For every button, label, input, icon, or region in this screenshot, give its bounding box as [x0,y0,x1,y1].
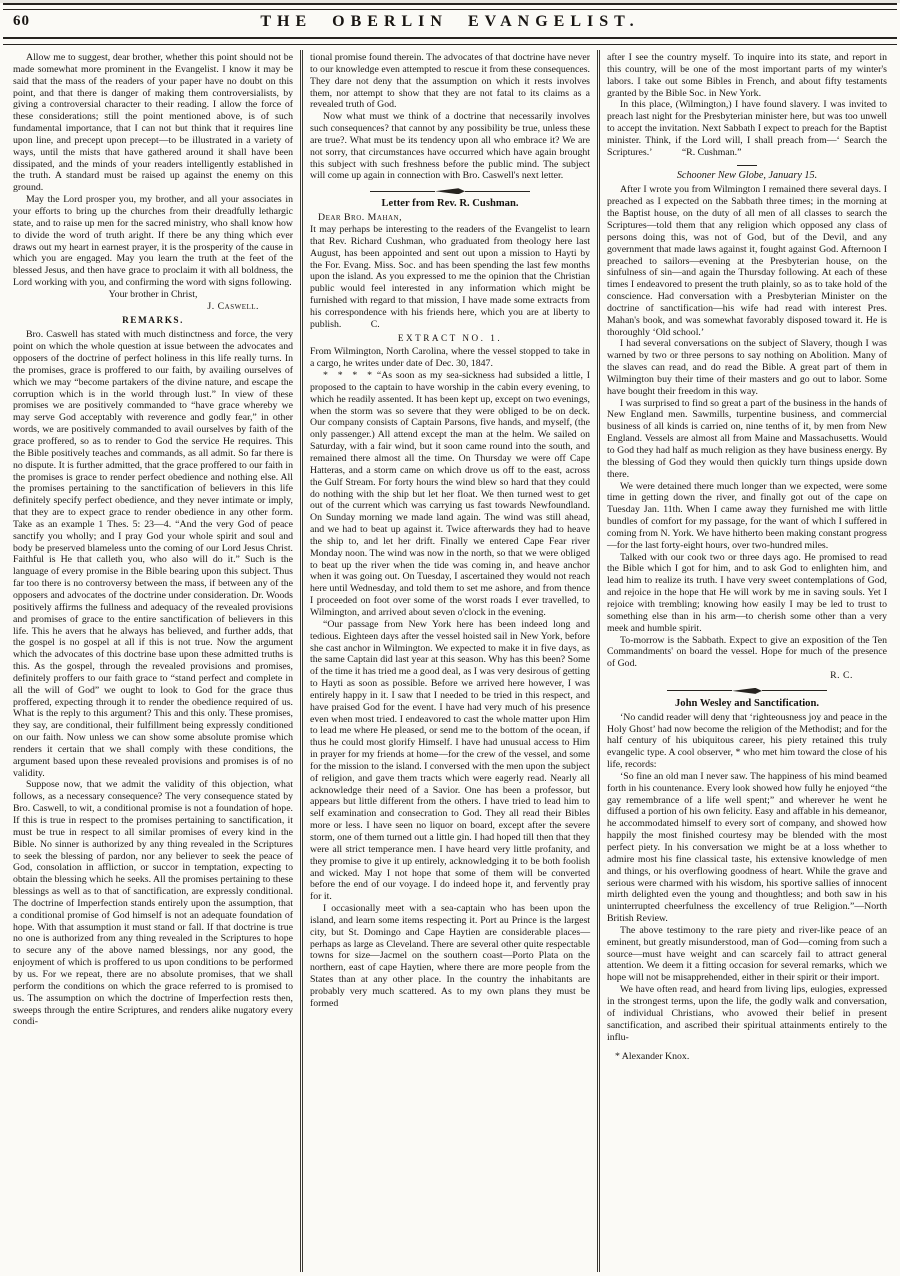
article-paragraph: I had several conversations on the subject of Slavery, though I was warned by two or three persons to say nothing on Abolition. Many of the slaves can read, and do read the Bible. A great part of them in Wilmington buy their time of their masters and go out to labor. Some have bought their freedom in this way. [607,338,887,397]
article-paragraph: In this place, (Wilmington,) I have found slavery. I was invited to preach last night for the Presbyterian minister here, but was too unwell to accept the invitation. Next Sabbath I expect to preach for the Baptist minister. Think, if the Lord will, I shall preach from—‘ Search the Scriptures.’ “R. Cushman.” [607,99,887,158]
schooner-dateline-heading: Schooner New Globe, January 15. [676,169,818,181]
article-paragraph: ‘So fine an old man I never saw. The happiness of his mind beamed forth in his countenance. Every look showed how fully he enjoyed “the gay remembrance of a life well spent;” and wherever he went he diffused a portion of his own felicity. Easy and affable in his demeanor, he accommodated himself to every sort of company, and showed how happily the most finished courtesy may be blended with the most perfect piety. In his conversation we might be at a loss whether to admire most his fine classical taste, his extensive knowledge of men and things, or his overflowing goodness of heart. While the grave and serious were charmed with his wisdom, his sportive sallies of innocent mirth delighted even the young and thoughtless; and both saw in his uninterrupted cheerfulness the excellency of true Religion.”—North British Review. [607,770,887,925]
column-right [597,50,894,1272]
article-paragraph: I was surprised to find so great a part of the business in the hands of New England men. Sawmills, turpentine business, and commercial business of all kinds is carried on, nine tenths of it, by men from New England. Vessels are almost all from Maine and Massachusetts. Would to God they had half as much religion as they have business energy. By the blessing of God they would then quickly turn things upside down there. [607,397,887,480]
article-paragraph: Now what must we think of a doctrine that necessarily involves such consequences? that cannot by any possibility be true, unless these are true?. What must be its tendency upon all who embrace it? We are not sorry, that circumstances have occurred which have again brought this subject with such freshness before the public mind. The subject will come up again in connection with Bro. Caswell's next letter. [310,111,590,182]
column-layout [0,45,900,1274]
remarks-heading: REMARKS. [122,315,184,326]
article-paragraph: After I wrote you from Wilmington I remained there several days. I preached as I expected on the Sabbath three times; in the morning at the Baptist house, on the duty of all men of all classes to search the Scriptures—told them that any religion which opposed any class of persons doing this, was not of God, but of the Devil, and any government that made laws against it, fought against God. Afternoon I preached to sailors—evening at the Presbyterian house, on the sinfulness of sin—and again the Thursday following. At each of these times I endeavored to present the truth plainly, so as to take hold of the conscience. Had conversation with a Presbyterian Minister on the doctrine of sanctification—his wife had read with interest Pres. Mahan's book, and was somewhat favorably disposed toward it. He is thoroughly ‘Old school.’ [607,184,887,338]
section-divider [667,688,827,694]
article-paragraph: May the Lord prosper you, my brother, and all your associates in your efforts to bring up the churches from their dreadfully lethargic state, and to raise up men for the sacred ministry, who shall know how to divide the word of truth aright. If there be any thing which ever draws out my heart in earnest prayer, it is the prosperity of the cause in which you are engaged. May you learn the truth at the feet of the blessed Jesus, and then have grace to proclaim it with all boldness, the Lord working with you, and confirming the word with signs following. [13,194,293,289]
masthead-bottom-rule [3,37,897,45]
wesley-article-heading: John Wesley and Sanctification. [674,697,820,709]
column-left [6,50,300,1272]
article-paragraph-continued: tional promise found therein. The advocates of that doctrine have never to our knowledge even attempted to rescue it from these consequences. They dare not deny that the assumption on which it rests involves them, nor attempt to show that they are not fatal to its claims as a revealed truth of God. [310,52,590,111]
column-middle [300,50,597,1272]
article-paragraph: The above testimony to the rare piety and river-like peace of an eminent, but greatly misunderstood, man of God—coming from such a source—must have weight and can scarcely fail to attract general attention. We deem it a fitting occasion for several remarks, which we hope will not be misapprehended, either in their spirit or their import. [607,924,887,984]
letter-signature: R. C. [830,670,853,682]
divider-ornament-icon [732,688,762,694]
letter-heading: Letter from Rev. R. Cushman. [381,198,519,210]
dash-divider [737,165,757,166]
article-paragraph: Suppose now, that we admit the validity of this objection, what follows, as a necessary consequence? The very consequence stated by Bro. Caswell, to wit, a conditional promise is not a foundation of hope. If this is true in respect to the promises pertaining to sanctification, it must be true in respect to all similar promises of every kind in the Bible. No sinner is authorized by any thing revealed in the Scriptures to seek the blessing of pardon, nor any believer to seek the peace of God, consolation in affliction, or succor in temptation, expecting to obtain the blessing which he seeks. All the promises pertaining to these blessings as well as to that of sanctification, are expressly conditional. The doctrine of Imperfection stands entirely upon the assumption, that a conditional promise of God himself is not an adequate foundation of hope. With that assumption it must stand or fall. If that doctrine is true no one is authorized from any thing revealed in the Scriptures to hope to secure any of the above named blessings, nor any good, the enjoyment of which is proffered to us upon conditions to be performed by us. For we repeat, there are no absolute promises, that we shall perform the conditions on which the grace referred to is promised to us. The assumption on which the doctrine of Imperfection rests then, sweeps through the entire Scriptures, and renders alike nugatory every condi- [13,779,293,1028]
extract-heading: EXTRACT NO. 1. [397,332,503,343]
article-paragraph: It may perhaps be interesting to the readers of the Evangelist to learn that Rev. Richard Cushman, who graduated from theology here last August, has been appointed and sent out upon a mission to Hayti by the For. Evang. Miss. Soc. and has been spending the last few months upon the island. As you expressed to me the opinion that the Christian public would feel interested in any information which might be furnished with regard to that mission, I have made some extracts from his correspondence with his friends here, which you are at liberty to publish. C. [310,223,590,330]
article-paragraph: Allow me to suggest, dear brother, whether this point should not be made somewhat more prominent in the Evangelist. I know it may be said that the mass of the readers of your paper have no doubt on this point, and that there is danger of making them controversialists, by giving a controversial character to their reading. I allow the force of these considerations; still the point mentioned above, is of such fundamental importance, that I can not but think that it requires line upon line, and precept upon precept—to be illustrated in a variety of ways, until the mists that have gathered around it shall have been dissipated, and the minds of your readers intelligently established in the truth. A standard must be raised up against the enemy on this ground. [13,52,293,194]
article-paragraph: We have often read, and heard from living lips, eulogies, expressed in the strongest terms, upon the life, the godly walk and conversation, of individual Christians, who avowed their belief in present sanctification, and ascribed their spiritual attainments entirely to the influ- [607,984,887,1043]
article-paragraph: I occasionally meet with a sea-captain who has been upon the island, and learn some items respecting it. Port au Prince is the largest city, but St. Domingo and Cape Haytien are considerable places—perhaps as large as Cleveland. There are several other quite respectable towns for size—Jacmel on the southern coast—Porto Plata on the northern, east of cape Haytien, where there are more people from the States than at any other place. In the country the inhabitants are probably very much scattered. As to my own plans they must be formed [310,903,590,1009]
article-paragraph: Talked with our cook two or three days ago. He promised to read the Bible which I got for him, and to ask God to enlighten him, and lead him to realize its truth. I have very sweet contemplations of God, and rejoice in the hope that He will work by me in saving souls. Yet I rejoice with trembling; knowing how easily I may be led to trust to something else than in his arm—to cherish some other than a very meek and humble spirit. [607,551,887,634]
paper-title: THE OBERLIN EVANGELIST. [260,13,640,30]
masthead [3,10,897,37]
article-paragraph: From Wilmington, North Carolina, where the vessel stopped to take in a cargo, he writes under date of Dec. 30, 1847. [310,346,590,370]
page-number: 60 [13,13,30,29]
footnote: * Alexander Knox. [615,1051,690,1063]
divider-ornament-icon [435,188,465,194]
article-paragraph: Bro. Caswell has stated with much distinctness and force, the very point on which the whole question at issue between the advocates and opposers of the doctrine of perfect holiness in this life really turns. In the promises, grace is proffered to our faith, by availing ourselves of which we may “become partakers of the divine nature, and escape the corruption which is in the world through lust.” In view of these promises we are positively commanded to “have grace whereby we may serve God acceptably with reverence and godly fear,” in other words, we are positively commanded to avail ourselves by faith of the grace proffered, so as to render to God the service He requires. This the Bible positively teaches and commands, as all admit. So far there is no dispute. It is further admitted, that the grace proffered to our faith in the promises is grace to render perfect obedience and nothing else. All the promises pertaining to the sanctification of believers in this life definitely specify perfect obedience, and they never intimate or imply, that they are to expect grace to render obedience in any other form. Take as an example 1 Thes. 5: 23—4. “And the very God of peace sanctify you wholly; and I pray God your whole spirit and soul and body be preserved blameless unto the coming of our Lord Jesus Christ. Faithful is He that calleth you, who also will do it.” Such is the language of every promise in the Bible bearing upon this subject. Thus far too there is no controversy between the mass, if between any of the opposers and advocates of the doctrine under consideration. Dr. Woods positively affirms the fullness and adequacy of the revealed provisions and promises of grace to the entire sanctification of believers in this life. This he avers that he always has believed, and further adds, that the gospel is no gospel at all if this is not true. Now the argument which the advocates of this doctrine base upon these admitted truths is this. As the gospel, through the revealed provisions and promises, definitely proffers to our faith grace to “stand perfect and complete in all the will of God” we ought to look to God for the grace thus proffered, expecting through it to render the obedience required of us. What is the reply to this argument? This and this only. These promises, they say, are conditional, their fulfillment being expressly conditioned on our faith. Now unless we can show some absolute promise which renders it certain that we shall comply with these conditions, the argument based upon these revealed provisions and promises is of no validity. [13,329,293,779]
letter-signature: J. Caswell. [207,300,259,312]
article-paragraph: To-morrow is the Sabbath. Expect to give an exposition of the Ten Commandments' on board the vessel. Hope for much of the presence of God. [607,634,887,670]
article-paragraph: * * * * “As soon as my sea-sickness had subsided a little, I proposed to the captain to have worship in the cabin every evening, to which he readily assented. It has been kept up, except on two evenings, when the storm was so severe that they were obliged to be on deck. Our company consists of Captain Parsons, five hands, and myself, (the only passenger.) All attend except the man at the helm. We sailed on Saturday, with a fair wind, but it soon came round into the south, and remained there almost all the time. On Thursday we were off Cape Hatteras, and a storm came on which drove us off to the east, across the Gulf Stream. For forty hours the wind blew so hard that they could do nothing with the ship but let her float. We then turned west to get out of the current which was carrying us fast towards Newfoundland. On Sunday morning we made land again. The wind was still ahead, and we had to beat up against it. Twice afterwards they had to heave the ship to, and let her drift. Finally we entered Cape Fear river Monday noon. The wind was now in the north, so that we were obliged to beat up the river when the tide was coming in, and heave anchor when it was going out. On Tuesday, I ascertained they would not reach here until Wednesday, and told them to set me ashore, and from thence I proceeded on foot over some of the worst roads I ever travelled, to Wilmington, and arrived about seven o'clock in the evening. [310,370,590,618]
section-divider [370,188,530,194]
letter-closing: Your brother in Christ, [108,288,198,300]
masthead-top-rule [3,3,897,10]
article-paragraph: “Our passage from New York here has been indeed long and tedious. Eighteen days after the vessel hoisted sail in New York, before she cast anchor in Wilmington. We expected to make it in five days, as the same Captain did last year at this season. Why has this been? Some of the time it has tried me a good deal, as I was very desirous of getting to Hayti as soon as possible. Before we arrived here however, I was entirely happy in it. I saw that I needed to be tried in this respect, and have praised God for the event. I have had very much of his presence even when most tried. I endeavored to cast the whole matter upon Him to lead me where He pleased, or send me to the bottom of the ocean, if thus he could most glorify Himself. I have had unusual access to Him in prayer for my friends at home—for the crew of the vessel, and some for the mission to the island. I conversed with the men upon the subject of religion, and gave them tracts which were eagerly read. Nearly all acknowledge their need of a Savior. One has been a professor, but appears but little different from the others. I have tried to lead him to self examination and consecration to God. They all read their Bibles more or less. I have seen no liquor on board, except after the severe storm, one of them turned out a little gin. I had hoped till then that they were all strict temperance men. I have heard very little profanity, and they promise to give it up entirely, acknowledging it to be both foolish and wicked. May I not hope that some of them will be converted before the end of our voyage. I do indeed hope it, and fervently pray for it. [310,618,590,903]
letter-salutation: Dear Bro. Mahan, [318,212,403,224]
article-paragraph: We were detained there much longer than we expected, were some time in getting down the river, and finally got out of the cape on Tuesday Jan. 11th. When I came away they furnished me with little bundles of comfort for my passage, for the want of which I suffered in coming from N. York. We have hitherto been making constant progress—for the last forty-eight hours, over two-hundred miles. [607,480,887,551]
article-paragraph: ‘No candid reader will deny that ‘righteousness joy and peace in the Holy Ghost’ had now become the religion of the Methodist; and for the half century of his ubiquitous career, his piety retained this truly evangelic type. A cool observer, * who met him toward the close of his life, records: [607,711,887,771]
article-paragraph-continued: after I see the country myself. To inquire into its state, and report in this country, will be one of the most important parts of my winter's labors. I take out some Bibles in French, and about fifty testaments granted by the Bible Soc. in New York. [607,52,887,99]
newspaper-page [0,3,900,1276]
